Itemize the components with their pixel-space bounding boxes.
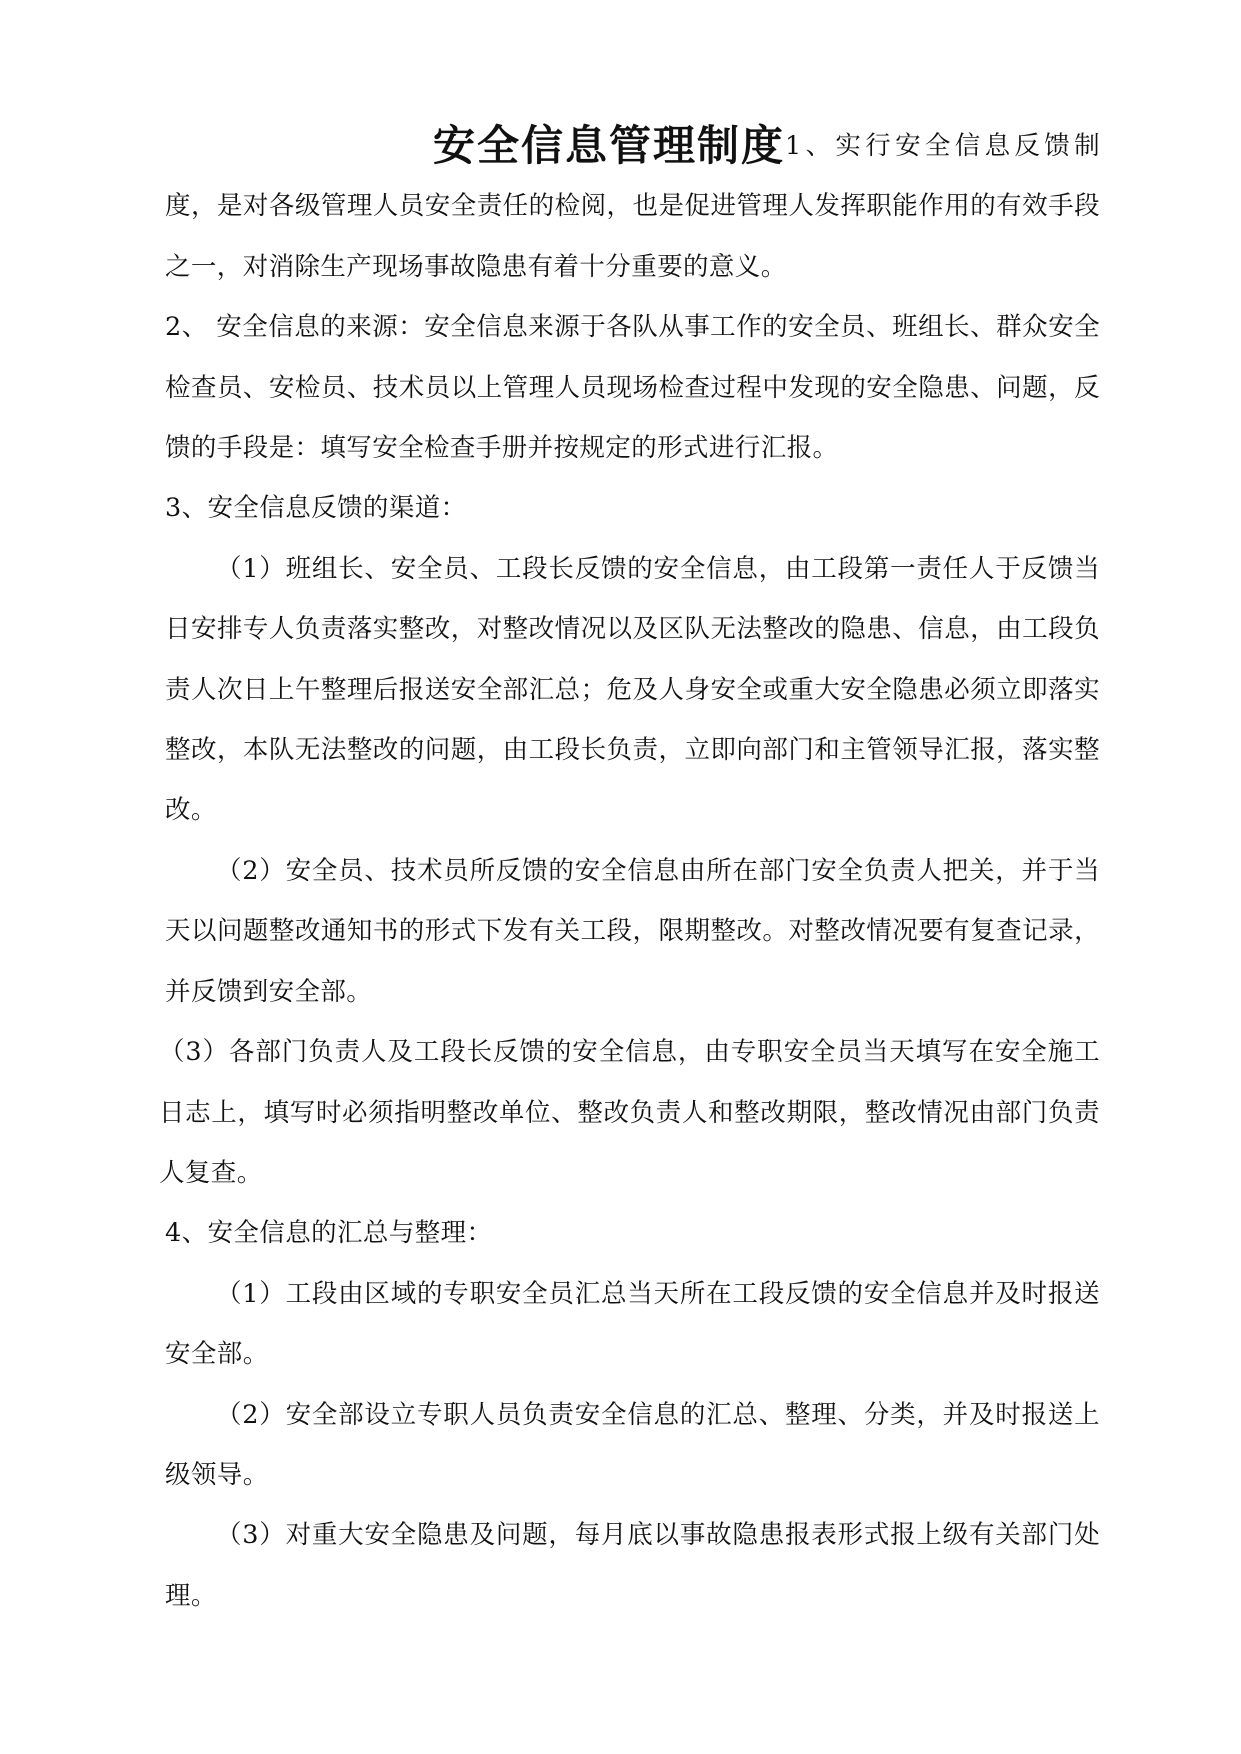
section-4-heading: 4、安全信息的汇总与整理： — [165, 1218, 493, 1249]
section-3-item-2: （2）安全员、技术员所反馈的安全信息由所在部门安全负责人把关，并于当天以问题整改通知书的形式下发有关工段，限期整改。对整改情况要有复查记录，并反馈到安全部。 — [165, 855, 1100, 1007]
document-title: 安全信息管理制度 — [433, 121, 786, 170]
section-3-item-3: （3）各部门负责人及工段长反馈的安全信息，由专职安全员当天填写在安全施工日志上，填写时必须指明整改单位、整改负责人和整改期限，整改情况由部门负责人复查。 — [159, 1037, 1100, 1188]
section-3-heading: 3、安全信息反馈的渠道： — [165, 493, 467, 524]
section-4-item-2: （2）安全部设立专职人员负责安全信息的汇总、整理、分类，并及时报送上级领导。 — [165, 1399, 1100, 1490]
section-3-item-1: （1）班组长、安全员、工段长反馈的安全信息，由工段第一责任人于反馈当日安排专人负责落实整改，对整改情况以及区队无法整改的隐患、信息，由工段负责人次日上午整理后报送安全部汇总；危及人身安全或重大安全隐患必须立即落实整改，本队无法整改的问题，由工段长负责，立即向部门和主管领导汇报，落实整改。 — [165, 553, 1100, 826]
section-4-item-3: （3）对重大安全隐患及问题，每月底以事故隐患报表形式报上级有关部门处理。 — [165, 1520, 1100, 1611]
paragraph-1 — [165, 116, 1100, 297]
paragraph-2: 2、 安全信息的来源：安全信息来源于各队从事工作的安全员、班组长、群众安全检查员、安检员、技术员以上管理人员现场检查过程中发现的安全隐患、问题，反馈的手段是：填写安全检查手册并按规定的形式进行汇报。 — [165, 312, 1100, 464]
document-body — [159, 116, 1100, 1626]
section-4-item-1: （1）工段由区域的专职安全员汇总当天所在工段反馈的安全信息并及时报送安全部。 — [165, 1278, 1100, 1370]
paragraph-1-text: 1、实行安全信息反馈制度，是对各级管理人员安全责任的检阅，也是促进管理人发挥职能作用的有效手段之一，对消除生产现场事故隐患有着十分重要的意义。 — [165, 131, 1100, 282]
